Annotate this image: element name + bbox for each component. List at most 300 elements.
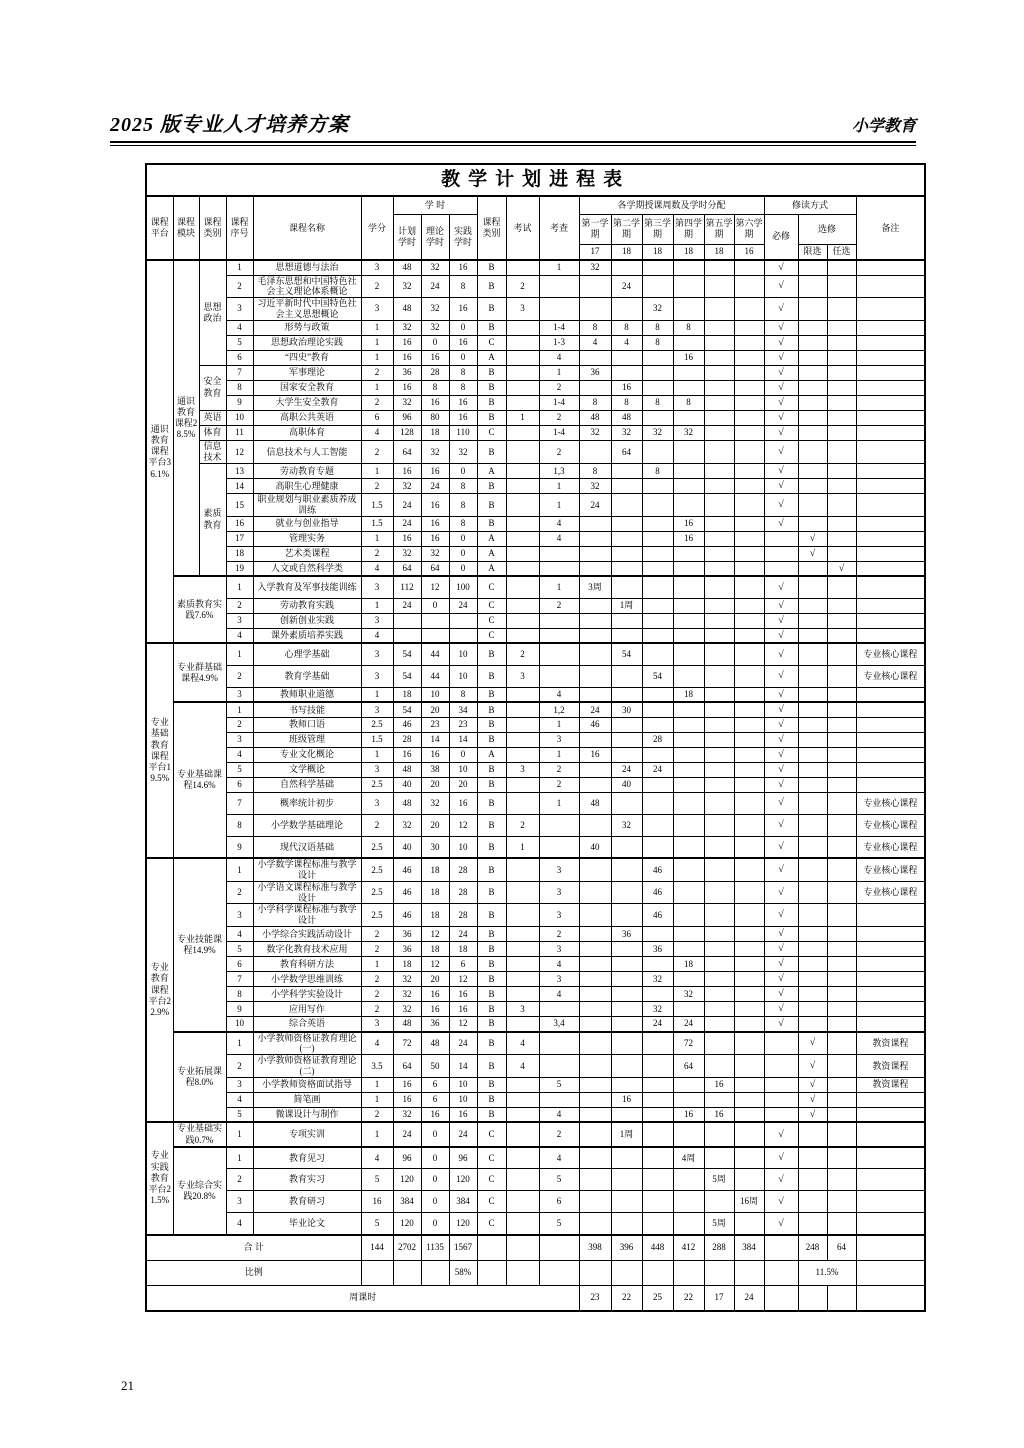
exam-cell (506, 440, 539, 464)
course-no-cell: 5 (226, 1107, 253, 1122)
semester-6-cell (734, 1077, 764, 1092)
remark-cell: 专业核心课程 (856, 881, 925, 904)
empty-cell (611, 1260, 642, 1285)
col-limited-elective: 限选 (798, 244, 827, 260)
credits-cell: 3 (361, 792, 393, 814)
free-check-cell (827, 350, 856, 365)
free-check-cell (827, 762, 856, 777)
remark-cell (856, 365, 925, 380)
course-no-cell: 1 (226, 1032, 253, 1055)
semester-4-cell: 8 (673, 320, 704, 335)
course-row (146, 1055, 925, 1078)
exam-cell (506, 777, 539, 792)
semester-1-cell (579, 881, 611, 904)
required-check-cell: √ (764, 613, 798, 628)
assessment-cell (539, 298, 579, 321)
semester-3-cell (642, 598, 673, 613)
course-row (146, 365, 925, 380)
credits-cell: 1 (361, 350, 393, 365)
planned-hours-cell: 48 (393, 260, 421, 275)
remark-cell (856, 777, 925, 792)
credits-cell: 1 (361, 687, 393, 702)
theory-hours-cell: 0 (421, 1147, 449, 1169)
assessment-cell (539, 665, 579, 687)
course-name-cell: 国家安全教育 (253, 380, 361, 395)
theory-hours-cell: 6 (421, 1092, 449, 1107)
assessment-cell: 4 (539, 531, 579, 546)
remark-cell (856, 747, 925, 762)
semester-1-cell (579, 275, 611, 298)
course-type-cell: B (477, 1017, 506, 1032)
course-platform-cell: 专业基础教育课程平台19.5% (146, 643, 173, 858)
empty-cell (579, 1260, 611, 1285)
remark-cell (856, 1147, 925, 1169)
practice-hours-cell: 120 (449, 1213, 477, 1235)
col-free-elective: 任选 (827, 244, 856, 260)
course-no-cell: 5 (226, 335, 253, 350)
planned-hours-cell: 16 (393, 335, 421, 350)
col-elective: 选修 (798, 214, 856, 244)
limited-check-cell: √ (798, 1107, 827, 1122)
semester-1-cell (579, 516, 611, 531)
free-check-cell (827, 702, 856, 717)
practice-hours-cell: 384 (449, 1191, 477, 1213)
semester-3-cell (642, 350, 673, 365)
free-check-cell (827, 1017, 856, 1032)
semester-1-cell: 8 (579, 464, 611, 479)
semester-3-cell (642, 702, 673, 717)
planned-hours-cell: 16 (393, 1092, 421, 1107)
semester-4-cell: 4周 (673, 1147, 704, 1169)
semester-6-cell (734, 643, 764, 665)
course-no-cell: 2 (226, 881, 253, 904)
planned-hours-cell: 16 (393, 464, 421, 479)
course-type-cell: B (477, 762, 506, 777)
planned-hours-cell: 32 (393, 1002, 421, 1017)
planned-hours-cell: 54 (393, 702, 421, 717)
required-check-cell: √ (764, 298, 798, 321)
required-check-cell: √ (764, 1213, 798, 1235)
exam-cell (506, 732, 539, 747)
exam-cell (506, 598, 539, 613)
semester-4-cell (673, 260, 704, 275)
remark-cell (856, 260, 925, 275)
theory-hours-cell: 16 (421, 1107, 449, 1122)
semester-3-cell (642, 516, 673, 531)
required-check-cell: √ (764, 643, 798, 665)
semester-6-cell (734, 881, 764, 904)
exam-cell (506, 494, 539, 517)
planned-hours-cell: 32 (393, 987, 421, 1002)
free-check-cell (827, 1107, 856, 1122)
exam-cell (506, 1147, 539, 1169)
limited-check-cell (798, 904, 827, 927)
required-check-cell: √ (764, 927, 798, 942)
semester-4-cell (673, 598, 704, 613)
credits-cell: 1 (361, 1092, 393, 1107)
course-no-cell: 6 (226, 777, 253, 792)
required-check-cell: √ (764, 687, 798, 702)
limited-check-cell (798, 479, 827, 494)
limited-check-cell (798, 957, 827, 972)
free-check-cell (827, 335, 856, 350)
planned-hours-cell: 24 (393, 516, 421, 531)
exam-cell (506, 561, 539, 576)
course-platform-cell: 通识教育课程平台36.1% (146, 260, 173, 643)
exam-cell (506, 717, 539, 732)
course-row (146, 1002, 925, 1017)
limited-check-cell (798, 1017, 827, 1032)
semester-3-cell (642, 927, 673, 942)
weekly-sem6: 24 (734, 1285, 764, 1311)
remark-cell (856, 395, 925, 410)
practice-hours-cell: 16 (449, 987, 477, 1002)
semester-3-cell (642, 1092, 673, 1107)
semester-3-cell: 36 (642, 942, 673, 957)
semester-5-cell (704, 380, 734, 395)
semester-2-cell (611, 628, 642, 643)
weeks-semester-4: 18 (673, 244, 704, 260)
semester-5-cell (704, 1032, 734, 1055)
credits-cell: 3 (361, 613, 393, 628)
course-category-cell: 英语 (199, 410, 226, 425)
semester-2-cell (611, 613, 642, 628)
remark-cell (856, 972, 925, 987)
limited-check-cell (798, 395, 827, 410)
assessment-cell: 3 (539, 904, 579, 927)
semester-2-cell (611, 1147, 642, 1169)
empty-cell (361, 1260, 393, 1285)
semester-4-cell (673, 927, 704, 942)
semester-1-cell: 24 (579, 494, 611, 517)
course-type-cell: B (477, 1032, 506, 1055)
remark-cell (856, 904, 925, 927)
semester-6-cell (734, 687, 764, 702)
course-row (146, 335, 925, 350)
semester-3-cell: 32 (642, 425, 673, 440)
exam-cell (506, 1191, 539, 1213)
assessment-cell: 2 (539, 762, 579, 777)
free-check-cell (827, 904, 856, 927)
total-sem5: 288 (704, 1235, 734, 1261)
practice-hours-cell: 24 (449, 927, 477, 942)
weekly-sem3: 25 (642, 1285, 673, 1311)
theory-hours-cell: 18 (421, 904, 449, 927)
assessment-cell (539, 643, 579, 665)
required-check-cell: √ (764, 425, 798, 440)
planned-hours-cell: 16 (393, 1077, 421, 1092)
total-sem6: 384 (734, 1235, 764, 1261)
semester-1-cell (579, 1169, 611, 1191)
semester-6-cell (734, 350, 764, 365)
assessment-cell: 2 (539, 410, 579, 425)
limited-check-cell (798, 380, 827, 395)
course-no-cell: 18 (226, 546, 253, 561)
assessment-cell (539, 1055, 579, 1078)
practice-hours-cell: 8 (449, 365, 477, 380)
semester-1-cell: 32 (579, 479, 611, 494)
required-check-cell: √ (764, 350, 798, 365)
semester-4-cell (673, 1191, 704, 1213)
course-type-cell: B (477, 380, 506, 395)
semester-3-cell: 46 (642, 904, 673, 927)
course-row (146, 598, 925, 613)
course-type-cell: C (477, 425, 506, 440)
remark-cell (856, 298, 925, 321)
course-type-cell: A (477, 747, 506, 762)
course-no-cell: 1 (226, 702, 253, 717)
empty-cell (856, 1260, 925, 1285)
assessment-cell: 2 (539, 777, 579, 792)
free-check-cell (827, 464, 856, 479)
semester-1-cell (579, 350, 611, 365)
course-no-cell: 8 (226, 987, 253, 1002)
practice-hours-cell: 14 (449, 732, 477, 747)
theory-hours-cell: 6 (421, 1077, 449, 1092)
remark-cell (856, 1169, 925, 1191)
semester-2-cell (611, 494, 642, 517)
plan-table-body (146, 260, 925, 1235)
semester-6-cell (734, 777, 764, 792)
exam-cell (506, 516, 539, 531)
remark-cell (856, 1002, 925, 1017)
exam-cell: 4 (506, 1032, 539, 1055)
planned-hours-cell: 48 (393, 298, 421, 321)
practice-hours-cell: 16 (449, 260, 477, 275)
remark-cell (856, 762, 925, 777)
required-check-cell: √ (764, 942, 798, 957)
planned-hours-cell: 48 (393, 762, 421, 777)
remark-cell (856, 732, 925, 747)
course-row (146, 792, 925, 814)
empty-cell (642, 1260, 673, 1285)
free-check-cell (827, 365, 856, 380)
semester-2-cell (611, 298, 642, 321)
practice-hours-cell: 8 (449, 687, 477, 702)
course-platform-cell: 专业教育课程平台22.9% (146, 858, 173, 1122)
credits-cell: 2 (361, 365, 393, 380)
assessment-cell: 1 (539, 260, 579, 275)
theory-hours-cell: 23 (421, 717, 449, 732)
semester-5-cell (704, 546, 734, 561)
empty-cell (506, 1260, 539, 1285)
planned-hours-cell: 24 (393, 494, 421, 517)
required-check-cell: √ (764, 777, 798, 792)
course-type-cell: C (477, 628, 506, 643)
limited-check-cell (798, 942, 827, 957)
course-row (146, 1191, 925, 1213)
semester-3-cell (642, 687, 673, 702)
course-category-cell: 体育 (199, 425, 226, 440)
theory-hours-cell: 50 (421, 1055, 449, 1078)
semester-4-cell (673, 858, 704, 881)
semester-3-cell (642, 717, 673, 732)
remark-cell (856, 687, 925, 702)
semester-6-cell (734, 942, 764, 957)
practice-hours-cell: 8 (449, 380, 477, 395)
required-check-cell: √ (764, 335, 798, 350)
course-name-cell: 自然科学基础 (253, 777, 361, 792)
limited-check-cell (798, 927, 827, 942)
credits-cell: 2 (361, 395, 393, 410)
course-type-cell: B (477, 687, 506, 702)
semester-1-cell (579, 687, 611, 702)
semester-3-cell: 8 (642, 335, 673, 350)
empty-cell (798, 1285, 827, 1311)
course-category-cell: 安全教育 (199, 365, 226, 410)
course-type-cell: B (477, 479, 506, 494)
semester-3-cell: 32 (642, 298, 673, 321)
free-check-cell (827, 298, 856, 321)
limited-check-cell (798, 881, 827, 904)
limited-check-cell (798, 410, 827, 425)
practice-hours-cell: 10 (449, 836, 477, 858)
theory-hours-cell: 32 (421, 546, 449, 561)
free-check-cell (827, 628, 856, 643)
semester-6-cell (734, 613, 764, 628)
course-type-cell: B (477, 665, 506, 687)
practice-hours-cell: 100 (449, 576, 477, 598)
semester-6-cell (734, 732, 764, 747)
assessment-cell (539, 628, 579, 643)
planned-hours-cell: 40 (393, 836, 421, 858)
theory-hours-cell: 0 (421, 335, 449, 350)
practice-hours-cell: 96 (449, 1147, 477, 1169)
required-check-cell: √ (764, 665, 798, 687)
theory-hours-cell: 16 (421, 464, 449, 479)
semester-5-cell (704, 260, 734, 275)
limited-check-cell: √ (798, 531, 827, 546)
exam-cell: 3 (506, 298, 539, 321)
credits-cell: 3 (361, 665, 393, 687)
semester-5-cell (704, 687, 734, 702)
semester-1-cell (579, 1002, 611, 1017)
planned-hours-cell: 36 (393, 365, 421, 380)
theory-hours-cell: 32 (421, 440, 449, 464)
planned-hours-cell: 32 (393, 814, 421, 836)
plan-table-footer (146, 1235, 925, 1311)
semester-2-cell: 16 (611, 380, 642, 395)
planned-hours-cell (393, 613, 421, 628)
semester-1-cell (579, 628, 611, 643)
course-row (146, 320, 925, 335)
weeks-semester-2: 18 (611, 244, 642, 260)
required-check-cell: √ (764, 904, 798, 927)
assessment-cell (539, 546, 579, 561)
semester-3-cell (642, 546, 673, 561)
course-type-cell: B (477, 643, 506, 665)
credits-cell: 1 (361, 747, 393, 762)
course-name-cell: 微课设计与制作 (253, 1107, 361, 1122)
free-check-cell (827, 613, 856, 628)
theory-hours-cell: 16 (421, 747, 449, 762)
course-name-cell: 职业规划与职业素质养成训练 (253, 494, 361, 517)
course-no-cell: 3 (226, 1191, 253, 1213)
course-row (146, 732, 925, 747)
page-header (110, 108, 916, 146)
required-check-cell (764, 1055, 798, 1078)
course-no-cell: 2 (226, 1055, 253, 1078)
course-type-cell: B (477, 957, 506, 972)
limited-check-cell (798, 1191, 827, 1213)
practice-hours-cell: 110 (449, 425, 477, 440)
empty-cell (539, 1260, 579, 1285)
plan-table-wrap (145, 163, 924, 1312)
semester-4-cell (673, 1169, 704, 1191)
credits-cell: 2.5 (361, 777, 393, 792)
semester-6-cell (734, 546, 764, 561)
semester-4-cell (673, 814, 704, 836)
planned-hours-cell: 32 (393, 395, 421, 410)
limited-check-cell (798, 1002, 827, 1017)
practice-hours-cell: 16 (449, 1002, 477, 1017)
semester-4-cell (673, 747, 704, 762)
semester-5-cell (704, 1122, 734, 1147)
planned-hours-cell: 96 (393, 1147, 421, 1169)
assessment-cell: 2 (539, 1122, 579, 1147)
empty-cell (421, 1260, 449, 1285)
semester-2-cell (611, 516, 642, 531)
practice-hours-cell: 16 (449, 410, 477, 425)
semester-3-cell (642, 494, 673, 517)
exam-cell (506, 1017, 539, 1032)
course-name-cell: 综合英语 (253, 1017, 361, 1032)
semester-1-cell (579, 927, 611, 942)
course-row (146, 260, 925, 275)
semester-6-cell (734, 1092, 764, 1107)
course-no-cell: 4 (226, 1213, 253, 1235)
theory-hours-cell: 36 (421, 1017, 449, 1032)
semester-1-cell: 32 (579, 425, 611, 440)
remark-cell (856, 598, 925, 613)
semester-1-cell: 8 (579, 320, 611, 335)
exam-cell (506, 1107, 539, 1122)
col-course-name: 课程名称 (253, 196, 361, 260)
theory-hours-cell: 38 (421, 762, 449, 777)
semester-4-cell (673, 1077, 704, 1092)
course-name-cell: 劳动教育专题 (253, 464, 361, 479)
credits-cell: 4 (361, 628, 393, 643)
semester-1-cell (579, 531, 611, 546)
assessment-cell: 5 (539, 1077, 579, 1092)
col-semester-3: 第三学期 (642, 214, 673, 244)
required-check-cell: √ (764, 598, 798, 613)
practice-hours-cell: 16 (449, 395, 477, 410)
course-row (146, 298, 925, 321)
course-name-cell: 教育科研方法 (253, 957, 361, 972)
required-check-cell: √ (764, 814, 798, 836)
exam-cell (506, 425, 539, 440)
semester-4-cell (673, 479, 704, 494)
credits-cell: 2 (361, 546, 393, 561)
required-check-cell: √ (764, 987, 798, 1002)
exam-cell (506, 942, 539, 957)
course-name-cell: 就业与创业指导 (253, 516, 361, 531)
semester-2-cell: 32 (611, 425, 642, 440)
assessment-cell: 1-3 (539, 335, 579, 350)
empty-cell (764, 1285, 798, 1311)
free-check-cell (827, 927, 856, 942)
course-name-cell: 毛泽东思想和中国特色社会主义理论体系概论 (253, 275, 361, 298)
course-row (146, 440, 925, 464)
free-check-cell (827, 1092, 856, 1107)
practice-hours-cell: 8 (449, 479, 477, 494)
course-name-cell: 信息技术与人工智能 (253, 440, 361, 464)
assessment-cell: 1-4 (539, 320, 579, 335)
limited-check-cell (798, 613, 827, 628)
free-check-cell (827, 1147, 856, 1169)
semester-2-cell (611, 987, 642, 1002)
